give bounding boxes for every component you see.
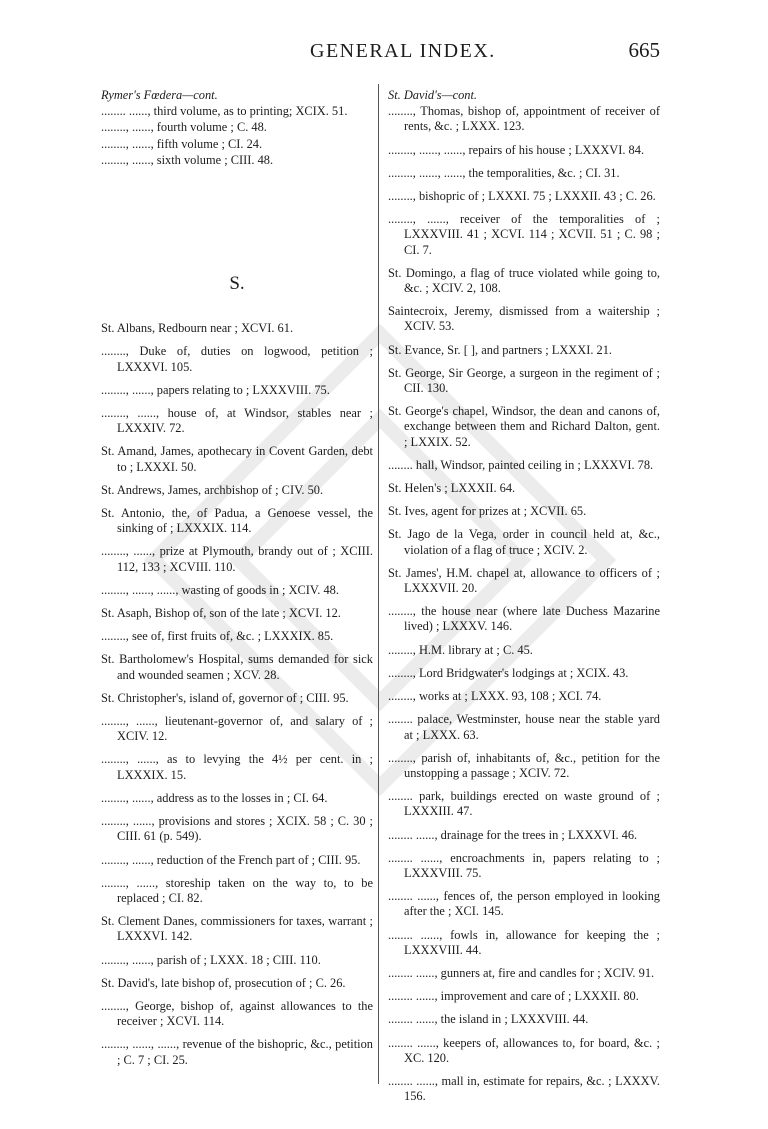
index-entry: ........, ......, prize at Plymouth, brandy out of ; XCIII. 112, 133 ; XCVIII. 110. bbox=[101, 544, 373, 574]
index-entry: ........, ......, ......, the temporalities, &c. ; CI. 31. bbox=[388, 165, 620, 180]
index-entry: ........ ......, mall in, estimate for repairs, &c. ; LXXXV. 156. bbox=[388, 1073, 660, 1104]
index-entry: Saintecroix, Jeremy, dismissed from a waitership ; XCIV. 53. bbox=[388, 304, 660, 334]
index-entry: ........, ......, ......, repairs of his house ; LXXXVI. 84. bbox=[388, 142, 645, 157]
index-entry: St. Christopher's, island of, governor of ; CIII. 95. bbox=[101, 690, 349, 705]
index-entry: St. Helen's ; LXXXII. 64. bbox=[388, 481, 516, 496]
index-entry: St. James', H.M. chapel at, allowance to officers of ; LXXXVII. 20. bbox=[388, 565, 660, 596]
index-entry: ........, works at ; LXXX. 93, 108 ; XCI. 74. bbox=[388, 689, 602, 704]
index-entry: ........, George, bishop of, against allowances to the receiver ; XCVI. 114. bbox=[101, 998, 373, 1029]
index-entry: ........ ......, keepers of, allowances to, for board, &c. ; XC. 120. bbox=[388, 1035, 660, 1065]
index-entry: ........, ......, reduction of the French part of ; CIII. 95. bbox=[101, 852, 361, 867]
index-entry: St. David's, late bishop of, prosecution of ; C. 26. bbox=[101, 975, 346, 990]
index-entry: ........, ......, papers relating to ; LXXXVIII. 75. bbox=[101, 382, 330, 397]
index-entry: ........, Duke of, duties on logwood, petition ; LXXXVI. 105. bbox=[101, 344, 373, 374]
index-entry: ........, Lord Bridgwater's lodgings at ; XCIX. 43. bbox=[388, 665, 629, 680]
index-entry: ........, see of, first fruits of, &c. ; LXXXIX. 85. bbox=[101, 629, 334, 644]
index-entry: ........, ......, receiver of the temporalities of ; LXXXVIII. 41 ; XCVI. 114 ; XCVII. 51 ; C. 98 ; CI. 7. bbox=[388, 212, 660, 257]
index-entry: ........, ......, fifth volume ; CI. 24. bbox=[101, 136, 263, 151]
index-entry: ........, Thomas, bishop of, appointment of receiver of rents, &c. ; LXXX. 123. bbox=[388, 104, 660, 134]
index-entry: St. Ives, agent for prizes at ; XCVII. 65. bbox=[388, 504, 587, 519]
left-column bbox=[101, 88, 373, 1076]
index-entry: ........, ......, provisions and stores ; XCIX. 58 ; C. 30 ; CIII. 61 (p. 549). bbox=[101, 814, 373, 844]
right-column bbox=[388, 88, 660, 1112]
index-entry: St. Asaph, Bishop of, son of the late ; XCVI. 12. bbox=[101, 606, 341, 621]
index-entry: ........, ......, address as to the losses in ; CI. 64. bbox=[101, 790, 328, 805]
index-entry: St. Albans, Redbourn near ; XCVI. 61. bbox=[101, 321, 294, 336]
index-entry: St. Evance, Sr. [ ], and partners ; LXXXI. 21. bbox=[388, 342, 613, 357]
index-entry: St. George, Sir George, a surgeon in the regiment of ; CII. 130. bbox=[388, 365, 660, 396]
index-entry: ........ ......, fences of, the person employed in looking after the ; XCI. 145. bbox=[388, 889, 660, 919]
index-entry: ........ hall, Windsor, painted ceiling in ; LXXXVI. 78. bbox=[388, 457, 654, 472]
index-entry: ........ ......, third volume, as to printing; XCIX. 51. bbox=[101, 104, 348, 119]
section-letter: S. bbox=[229, 273, 245, 295]
index-entry: St. Andrews, James, archbishop of ; CIV. 50. bbox=[101, 482, 324, 497]
index-entry: ........ ......, drainage for the trees in ; LXXXVI. 46. bbox=[388, 827, 638, 842]
index-entry: ........, bishopric of ; LXXXI. 75 ; LXXXII. 43 ; C. 26. bbox=[388, 189, 656, 204]
index-entry: ........ ......, fowls in, allowance for keeping the ; LXXXVIII. 44. bbox=[388, 927, 660, 957]
index-entry: St. Jago de la Vega, order in council held at, &c., violation of a flag of truce ; XCIV. 2. bbox=[388, 527, 660, 557]
index-entry: ........, ......, sixth volume ; CIII. 48. bbox=[101, 152, 274, 167]
index-entry: St. Clement Danes, commissioners for taxes, warrant ; LXXXVI. 142. bbox=[101, 914, 373, 944]
continued-heading: St. David's—cont. bbox=[388, 88, 478, 102]
index-entry: ........, ......, ......, wasting of goods in ; XCIV. 48. bbox=[101, 582, 339, 597]
index-entry: ........ ......, improvement and care of ; LXXXII. 80. bbox=[388, 989, 639, 1004]
index-entry: ........ palace, Westminster, house near the stable yard at ; LXXX. 63. bbox=[388, 712, 660, 742]
index-entry: ........, ......, ......, revenue of the bishopric, &c., petition ; C. 7 ; CI. 25. bbox=[101, 1037, 373, 1067]
index-entry: ........, the house near (where late Duchess Mazarine lived) ; LXXXV. 146. bbox=[388, 604, 660, 634]
index-entry: St. George's chapel, Windsor, the dean and canons of, exchange between them and Richard Dalton, gent. ; LXXIX. 52. bbox=[388, 404, 660, 449]
page-number: 665 bbox=[628, 38, 660, 62]
index-entry: St. Domingo, a flag of truce violated while going to, &c. ; XCIV. 2, 108. bbox=[388, 265, 660, 296]
index-entry: ........ ......, the island in ; LXXXVIII. 44. bbox=[388, 1012, 589, 1027]
column-divider bbox=[378, 84, 379, 1084]
page-header bbox=[100, 40, 660, 70]
index-entry: ........ ......, gunners at, fire and candles for ; XCIV. 91. bbox=[388, 965, 655, 980]
index-entry: St. Antonio, the, of Padua, a Genoese vessel, the sinking of ; LXXXIX. 114. bbox=[101, 506, 373, 536]
index-entry: ........, ......, lieutenant-governor of, and salary of ; XCIV. 12. bbox=[101, 714, 373, 744]
index-entry: ........, parish of, inhabitants of, &c., petition for the unstopping a passage ; XCIV. 72. bbox=[388, 750, 660, 780]
index-entry: ........ ......, encroachments in, papers relating to ; LXXXVIII. 75. bbox=[388, 850, 660, 880]
index-entry: ........, ......, parish of ; LXXX. 18 ; CIII. 110. bbox=[101, 952, 321, 967]
continued-heading: Rymer's Fœdera—cont. bbox=[101, 88, 218, 102]
index-entry: ........, ......, house of, at Windsor, stables near ; LXXXIV. 72. bbox=[101, 406, 373, 436]
index-entry: St. Amand, James, apothecary in Covent Garden, debt to ; LXXXI. 50. bbox=[101, 444, 373, 474]
index-entry: St. Bartholomew's Hospital, sums demanded for sick and wounded seamen ; XCV. 28. bbox=[101, 652, 373, 682]
page-title: GENERAL INDEX. bbox=[310, 40, 496, 62]
index-entry: ........, ......, as to levying the 4½ per cent. in ; LXXXIX. 15. bbox=[101, 752, 373, 782]
index-entry: ........, ......, storeship taken on the way to, to be replaced ; CI. 82. bbox=[101, 875, 373, 905]
index-entry: ........, ......, fourth volume ; C. 48. bbox=[101, 120, 267, 135]
index-entry: ........, H.M. library at ; C. 45. bbox=[388, 642, 533, 657]
index-entry: ........ park, buildings erected on waste ground of ; LXXXIII. 47. bbox=[388, 789, 660, 819]
